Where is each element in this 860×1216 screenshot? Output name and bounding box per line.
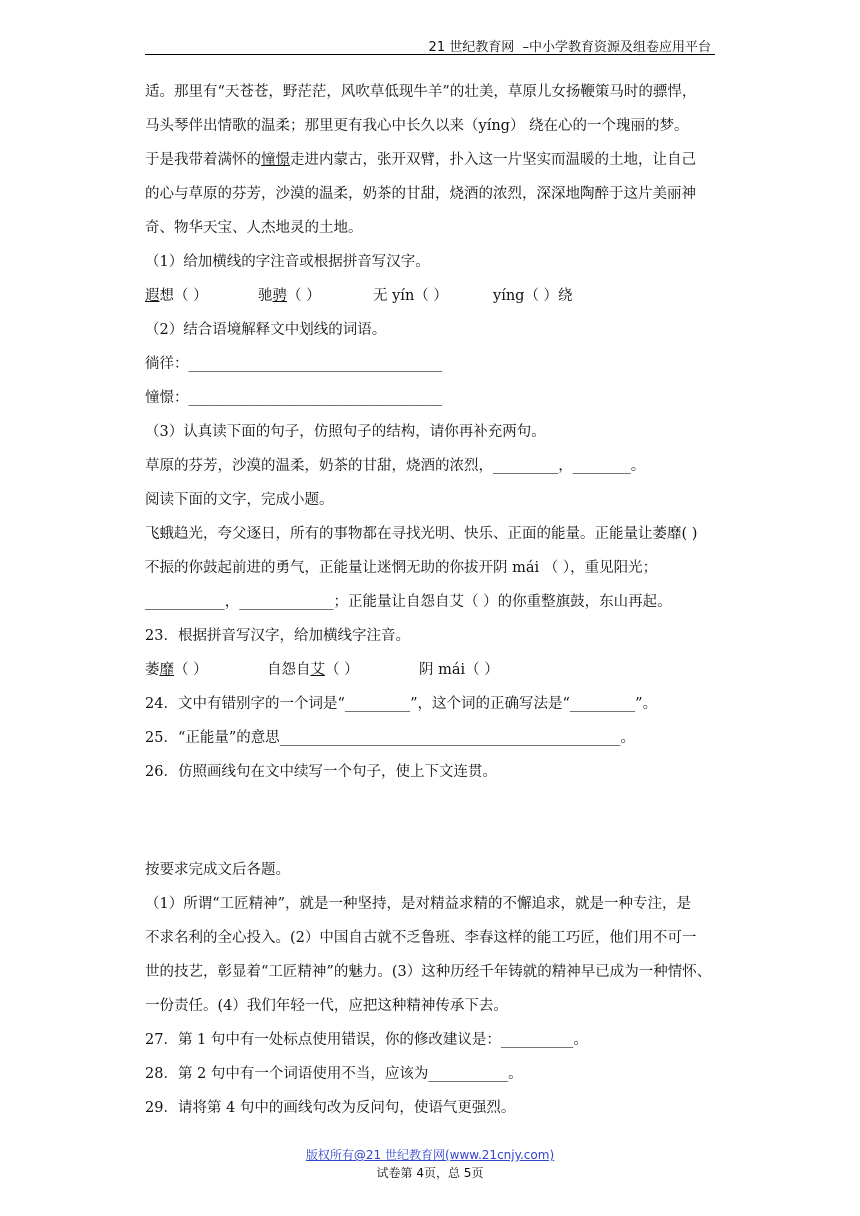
- answer-2: 自怨自艾（ ）: [267, 662, 359, 678]
- question-27: 27．第 1 句中有一处标点使用错误，你的修改建议是：__________。: [145, 1032, 588, 1048]
- passage2-intro: 阅读下面的文字，完成小题。: [145, 492, 334, 508]
- passage2-line1: 飞蛾趋光，夸父逐日，所有的事物都在寻找光明、快乐、正面的能量。正能量让萎靡( ): [145, 526, 698, 542]
- question-2-prompt: （2）结合语境解释文中划线的词语。: [145, 322, 387, 338]
- passage3-line1: （1）所谓“工匠精神”，就是一种坚持，是对精益求精的不懈追求，就是一种专注，是: [145, 896, 692, 912]
- passage1-line2: 马头琴伴出情歌的温柔；那里更有我心中长久以来（yíng） 绕在心的一个瑰丽的梦。: [145, 118, 689, 134]
- copyright-link[interactable]: 版权所有@21 世纪教育网(www.21cnjy.com): [305, 1148, 555, 1162]
- question-25: 25．“正能量”的意思_______________________________________________。: [145, 730, 636, 746]
- answer-1: 遐想（ ）: [145, 288, 208, 304]
- question-26: 26．仿照画线句在文中续写一个句子，使上下文连贯。: [145, 764, 497, 780]
- answer-2: 驰骋（ ）: [258, 288, 321, 304]
- underlined-word: 憧憬: [261, 152, 290, 168]
- page-header: [145, 36, 715, 55]
- question-3-line: 草原的芬芳，沙漠的温柔，奶茶的甘甜，烧酒的浓烈，_________，________。: [145, 458, 646, 474]
- question-23-prompt: 23．根据拼音写汉字，给加横线字注音。: [145, 628, 410, 644]
- passage3-line3: 世的技艺，彰显着“工匠精神”的魅力。(3）这种历经千年铸就的精神早已成为一种情怀、: [145, 964, 712, 980]
- answer-4: yíng（ ）绕: [493, 288, 573, 304]
- passage2-line3: ___________，_____________；正能量让自怨自艾（ ）的你重整旗鼓，东山再起。: [145, 594, 672, 610]
- question-24: 24．文中有错别字的一个词是“_________”，这个词的正确写法是“_________”。: [145, 696, 658, 712]
- page-number: 试卷第 4页，总 5页: [376, 1166, 484, 1180]
- passage3-line4: 一份责任。(4）我们年轻一代，应把这种精神传承下去。: [145, 998, 508, 1014]
- passage1-line5: 奇、物华天宝、人杰地灵的土地。: [145, 220, 363, 236]
- passage1-line3: 于是我带着满怀的憧憬走进内蒙古，张开双臂，扑入这一片坚实而温暖的土地，让自己: [145, 152, 696, 168]
- passage2-line2: 不振的你鼓起前进的勇气，正能量让迷惘无助的你拔开阴 mái （ ），重见阳光；: [145, 560, 658, 576]
- passage3-intro: 按要求完成文后各题。: [145, 862, 290, 878]
- answer-3: 阴 mái（ ）: [419, 662, 499, 678]
- question-1-prompt: （1）给加横线的字注音或根据拼音写汉字。: [145, 254, 430, 270]
- passage1-line4: 的心与草原的芬芳，沙漠的温柔，奶茶的甘甜，烧酒的浓烈，深深地陶醉于这片美丽神: [145, 186, 696, 202]
- answer-3: 无 yín（ ）: [373, 288, 448, 304]
- header-text: 21 世纪教育网 –中小学教育资源及组卷应用平台: [428, 40, 711, 55]
- passage3-line2: 不求名利的全心投入。(2）中国自古就不乏鲁班、李春这样的能工巧匠，他们用不可一: [145, 930, 697, 946]
- question-29: 29．请将第 4 句中的画线句改为反问句，使语气更强烈。: [145, 1100, 516, 1116]
- question-28: 28．第 2 句中有一个词语使用不当，应该为___________。: [145, 1066, 523, 1082]
- passage1-line1: 适。那里有“天苍苍，野茫茫，风吹草低现牛羊”的壮美，草原儿女扬鞭策马时的骠悍，: [145, 84, 697, 100]
- question-3-prompt: （3）认真读下面的句子，仿照句子的结构，请你再补充两句。: [145, 424, 546, 440]
- question-2-answer-1: 徜徉：___________________________________: [145, 356, 443, 372]
- question-2-answer-2: 憧憬：___________________________________: [145, 390, 443, 406]
- answer-1: 萎靡（ ）: [145, 662, 208, 678]
